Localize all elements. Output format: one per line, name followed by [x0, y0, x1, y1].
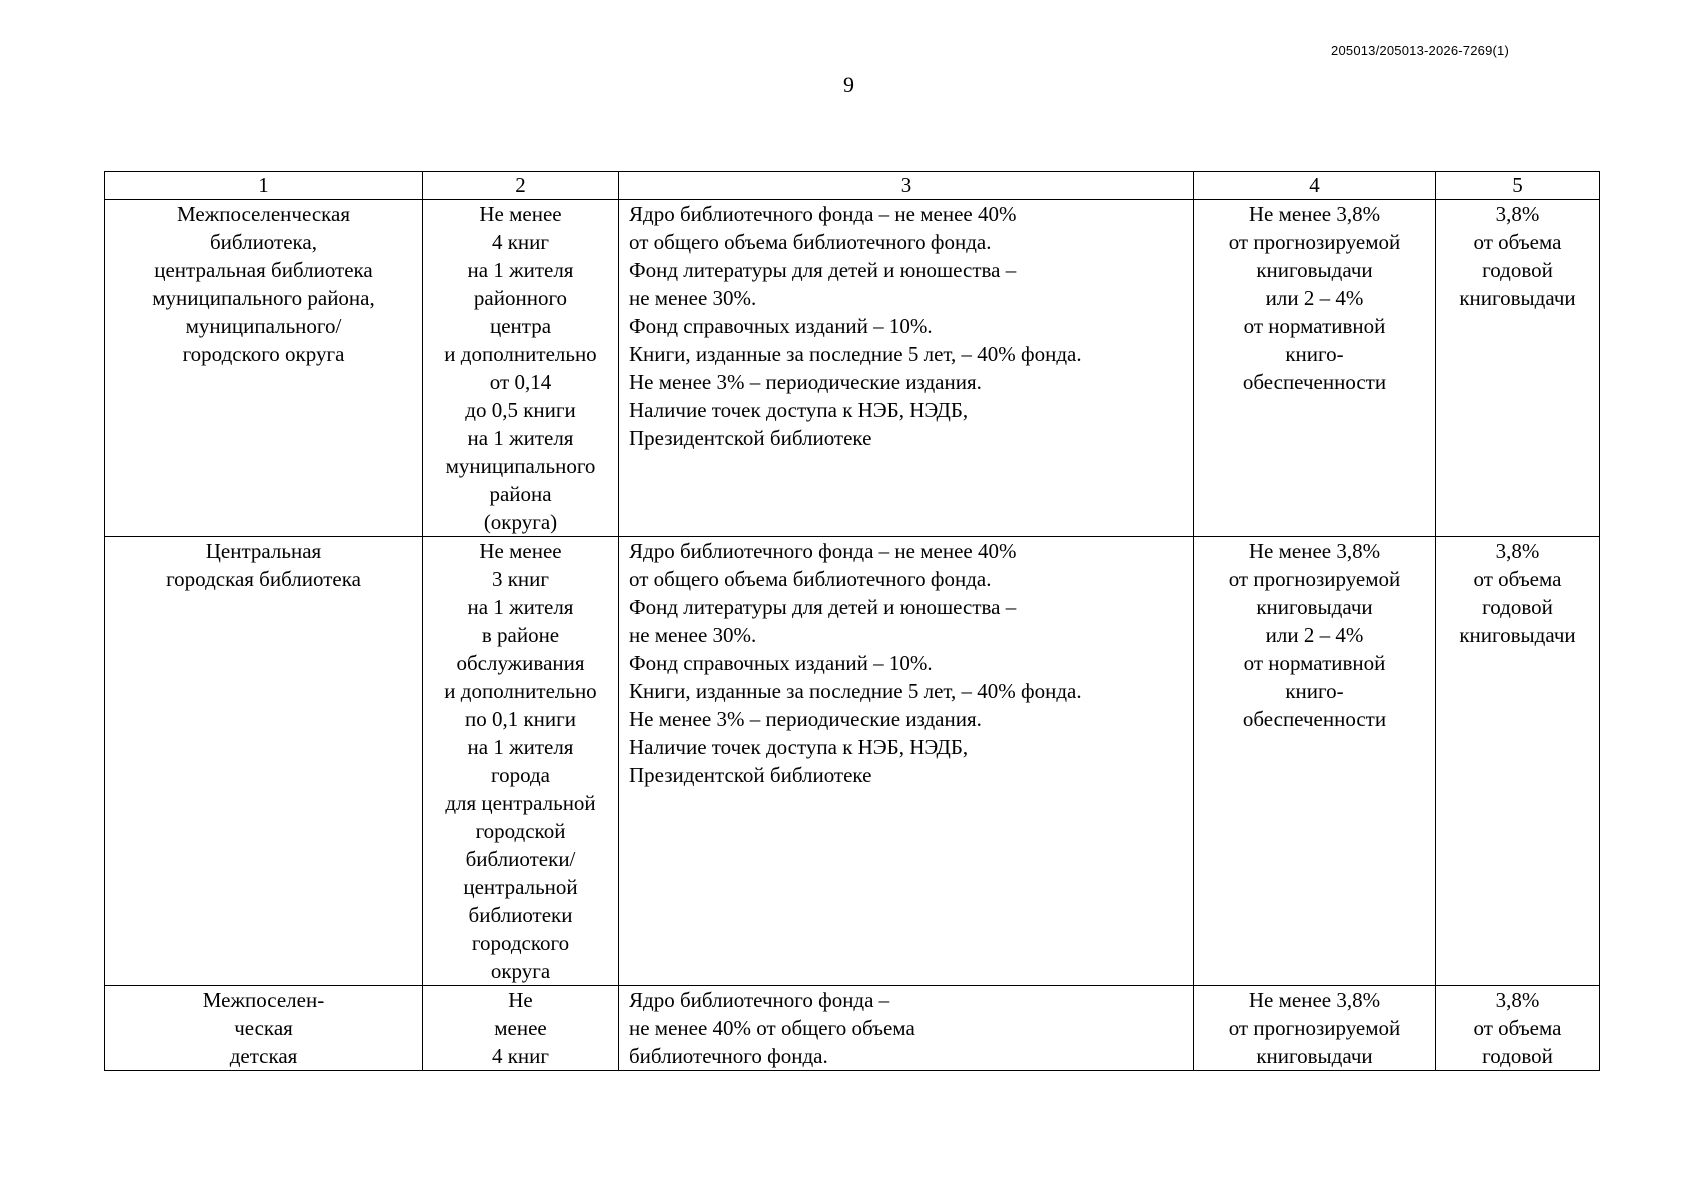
cell-text-line: книговыдачи: [1256, 595, 1373, 619]
column-header: 3: [619, 172, 1194, 200]
document-id: 205013/205013-2026-7269(1): [1331, 43, 1509, 58]
cell-text-line: по 0,1 книги: [464, 707, 577, 731]
table-row: [105, 537, 1600, 986]
cell-text-line: Ядро библиотечного фонда – не менее 40%: [629, 202, 1017, 226]
cell-text-line: (округа): [483, 510, 558, 534]
cell-text-line: Фонд справочных изданий – 10%.: [629, 651, 933, 675]
cell-text-line: и дополнительно: [444, 342, 597, 366]
column-header: 2: [423, 172, 619, 200]
cell-text-line: городской: [475, 819, 566, 843]
table-cell-c1: [105, 537, 423, 986]
cell-text-line: 4 книг: [491, 230, 550, 254]
cell-text-line: в районе: [481, 623, 560, 647]
column-header: 1: [105, 172, 423, 200]
cell-text-line: годовой: [1482, 258, 1553, 282]
cell-text-line: муниципального: [445, 454, 596, 478]
cell-text-line: центра: [489, 314, 552, 338]
cell-text-line: Президентской библиотеке: [629, 426, 872, 450]
cell-text-line: муниципального/: [185, 314, 342, 338]
cell-text-line: округа: [490, 959, 551, 983]
cell-text-line: библиотека,: [210, 230, 317, 254]
cell-text-line: Межпоселен-: [202, 988, 325, 1012]
cell-text-line: библиотеки: [468, 903, 573, 927]
cell-text-line: и дополнительно: [444, 679, 597, 703]
cell-text-line: Не менее 3% – периодические издания.: [629, 707, 982, 731]
cell-text-line: Межпоселенческая: [176, 202, 350, 226]
cell-text-line: 4 книг: [491, 1044, 550, 1068]
cell-text-line: городская библиотека: [166, 567, 361, 591]
cell-text-line: Не менее: [479, 539, 562, 563]
cell-text-line: книговыдачи: [1459, 286, 1576, 310]
cell-text-line: от 0,14: [489, 370, 552, 394]
page-number: 9: [843, 72, 854, 97]
table-cell-c2: [423, 537, 619, 986]
table-cell-c3: [619, 986, 1194, 1071]
cell-text-line: от объема: [1473, 1016, 1562, 1040]
cell-text-line: от объема: [1473, 567, 1562, 591]
table-header-row: [105, 172, 1600, 200]
cell-text-line: Не менее 3,8%: [1248, 202, 1381, 226]
cell-text-line: ческая: [234, 1016, 293, 1040]
cell-text-line: центральная библиотека: [154, 258, 373, 282]
cell-text-line: Наличие точек доступа к НЭБ, НЭДБ,: [629, 398, 969, 422]
cell-text-line: от объема: [1473, 230, 1562, 254]
cell-text-line: Не: [508, 988, 533, 1012]
cell-text-line: Книги, изданные за последние 5 лет, – 40% фонда.: [629, 342, 1082, 366]
norms-table: [104, 171, 1600, 1071]
cell-text-line: Фонд литературы для детей и юношества –: [629, 595, 1017, 619]
cell-text-line: годовой: [1482, 1044, 1553, 1068]
table-cell-c3: [619, 537, 1194, 986]
table-cell-c4: [1194, 537, 1436, 986]
cell-text-line: библиотечного фонда.: [629, 1044, 828, 1068]
cell-text-line: городского: [471, 931, 570, 955]
cell-text-line: на 1 жителя: [467, 735, 574, 759]
table-cell-c2: [423, 986, 619, 1071]
cell-text-line: Центральная: [205, 539, 322, 563]
cell-text-line: городского округа: [182, 342, 345, 366]
cell-text-line: книго-: [1285, 342, 1344, 366]
cell-text-line: от прогнозируемой: [1228, 230, 1401, 254]
column-header: 4: [1194, 172, 1436, 200]
column-header: 5: [1436, 172, 1600, 200]
cell-text-line: от нормативной: [1243, 314, 1386, 338]
cell-text-line: Не менее 3% – периодические издания.: [629, 370, 982, 394]
table-cell-c3: [619, 200, 1194, 537]
table-row: [105, 200, 1600, 537]
cell-text-line: или 2 – 4%: [1265, 286, 1364, 310]
cell-text-line: 3,8%: [1495, 539, 1540, 563]
cell-text-line: годовой: [1482, 595, 1553, 619]
cell-text-line: детская: [229, 1044, 298, 1068]
cell-text-line: от нормативной: [1243, 651, 1386, 675]
cell-text-line: 3,8%: [1495, 988, 1540, 1012]
cell-text-line: Не менее: [479, 202, 562, 226]
cell-text-line: книго-: [1285, 679, 1344, 703]
table-cell-c4: [1194, 200, 1436, 537]
cell-text-line: 3,8%: [1495, 202, 1540, 226]
cell-text-line: обслуживания: [456, 651, 585, 675]
cell-text-line: или 2 – 4%: [1265, 623, 1364, 647]
cell-text-line: Наличие точек доступа к НЭБ, НЭДБ,: [629, 735, 969, 759]
cell-text-line: менее: [494, 1016, 547, 1040]
cell-text-line: не менее 30%.: [629, 623, 757, 647]
cell-text-line: книговыдачи: [1256, 1044, 1373, 1068]
cell-text-line: центральной: [463, 875, 578, 899]
cell-text-line: для центральной: [445, 791, 596, 815]
cell-text-line: не менее 40% от общего объема: [629, 1016, 915, 1040]
cell-text-line: Фонд литературы для детей и юношества –: [629, 258, 1017, 282]
cell-text-line: муниципального района,: [152, 286, 375, 310]
cell-text-line: от прогнозируемой: [1228, 1016, 1401, 1040]
cell-text-line: района: [489, 482, 552, 506]
table-row: [105, 986, 1600, 1071]
cell-text-line: Ядро библиотечного фонда –: [629, 988, 890, 1012]
cell-text-line: библиотеки/: [465, 847, 576, 871]
cell-text-line: не менее 30%.: [629, 286, 757, 310]
table-cell-c4: [1194, 986, 1436, 1071]
cell-text-line: Президентской библиотеке: [629, 763, 872, 787]
cell-text-line: от общего объема библиотечного фонда.: [629, 567, 992, 591]
cell-text-line: на 1 жителя: [467, 258, 574, 282]
table-cell-c1: [105, 200, 423, 537]
cell-text-line: Книги, изданные за последние 5 лет, – 40% фонда.: [629, 679, 1082, 703]
cell-text-line: до 0,5 книги: [465, 398, 576, 422]
table-cell-c5: [1436, 537, 1600, 986]
cell-text-line: обеспеченности: [1242, 370, 1387, 394]
cell-text-line: на 1 жителя: [467, 426, 574, 450]
cell-text-line: книговыдачи: [1459, 623, 1576, 647]
cell-text-line: книговыдачи: [1256, 258, 1373, 282]
cell-text-line: Фонд справочных изданий – 10%.: [629, 314, 933, 338]
cell-text-line: 3 книг: [491, 567, 550, 591]
cell-text-line: Не менее 3,8%: [1248, 988, 1381, 1012]
cell-text-line: обеспеченности: [1242, 707, 1387, 731]
cell-text-line: от общего объема библиотечного фонда.: [629, 230, 992, 254]
table-cell-c2: [423, 200, 619, 537]
cell-text-line: от прогнозируемой: [1228, 567, 1401, 591]
cell-text-line: города: [491, 763, 550, 787]
table-cell-c5: [1436, 200, 1600, 537]
cell-text-line: Не менее 3,8%: [1248, 539, 1381, 563]
cell-text-line: Ядро библиотечного фонда – не менее 40%: [629, 539, 1017, 563]
cell-text-line: районного: [473, 286, 568, 310]
table-cell-c5: [1436, 986, 1600, 1071]
table-cell-c1: [105, 986, 423, 1071]
cell-text-line: на 1 жителя: [467, 595, 574, 619]
table-body: [105, 200, 1600, 1071]
